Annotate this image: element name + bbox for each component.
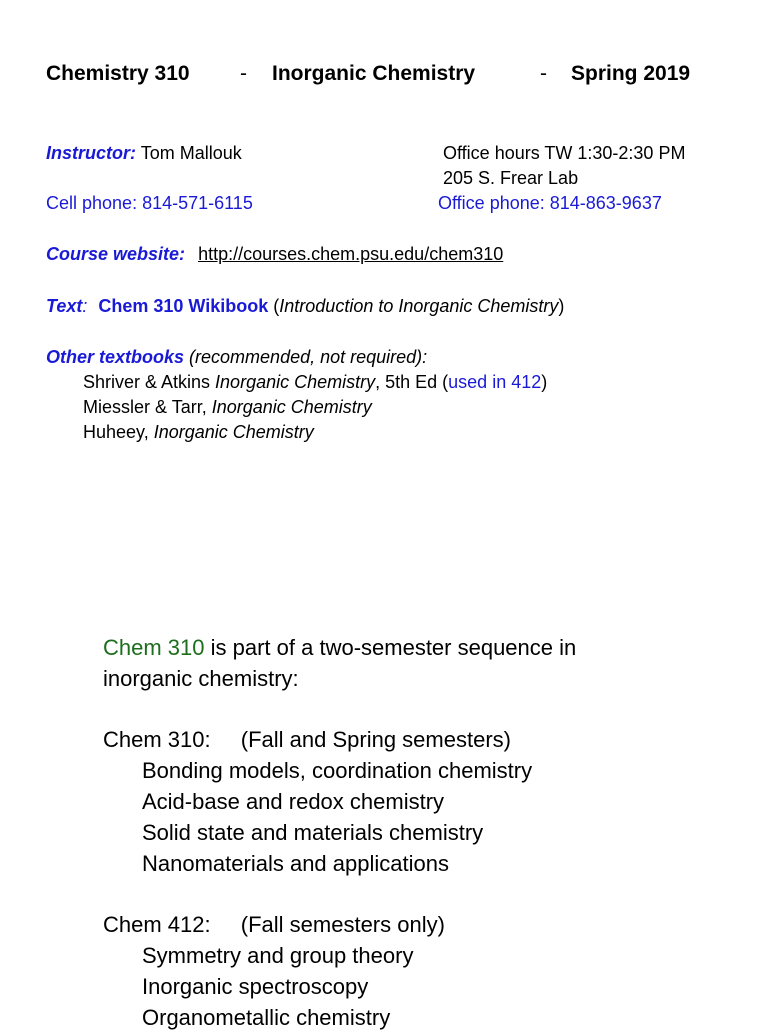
list-item: Bonding models, coordination chemistry	[142, 758, 533, 783]
office-phone: Office phone: 814-863-9637	[438, 193, 662, 213]
page-title	[46, 62, 691, 86]
instructor-label: Instructor:	[46, 143, 136, 163]
list-item: Inorganic spectroscopy	[142, 974, 369, 999]
instructor-name: Tom Mallouk	[140, 143, 242, 163]
chem310-name: Chem 310	[103, 727, 205, 752]
usage-note: used in 412	[448, 372, 542, 392]
office-hours: Office hours TW 1:30-2:30 PM	[443, 143, 686, 163]
textbook-line	[46, 294, 564, 319]
list-item: Shriver & Atkins Inorganic Chemistry, 5th Ed (used in 412)	[83, 372, 548, 392]
textbook-subtitle: Introduction to Inorganic Chemistry	[279, 296, 559, 316]
other-textbooks-heading	[46, 345, 547, 370]
other-textbooks-label: Other textbooks	[46, 347, 185, 367]
textbook-title: Chem 310 Wikibook	[98, 296, 269, 316]
chem412-semesters: (Fall semesters only)	[240, 912, 445, 937]
course-website-line	[46, 242, 503, 267]
other-textbooks-note: (recommended, not required):	[189, 347, 428, 367]
list-item: Organometallic chemistry	[142, 1005, 391, 1030]
other-textbooks	[46, 345, 547, 445]
paren-open: (	[273, 296, 280, 316]
course-sequence	[103, 632, 576, 1033]
intro-course-name: Chem 310	[103, 635, 205, 660]
text-colon: :	[82, 296, 88, 316]
course-term: Spring 2019	[571, 62, 691, 85]
list-item: Nanomaterials and applications	[142, 851, 449, 876]
course-website-link[interactable]: http://courses.chem.psu.edu/chem310	[198, 244, 504, 264]
chem310-heading: Chem 310: (Fall and Spring semesters)	[103, 727, 511, 752]
list-item: Miessler & Tarr, Inorganic Chemistry	[83, 397, 372, 417]
title-separator: -	[540, 62, 547, 85]
chem412-heading: Chem 412: (Fall semesters only)	[103, 912, 445, 937]
sequence-intro-line2: inorganic chemistry:	[103, 666, 299, 691]
paren-close: )	[558, 296, 565, 316]
office-location: 205 S. Frear Lab	[443, 168, 579, 188]
chem412-name: Chem 412	[103, 912, 205, 937]
course-number: Chemistry 310	[46, 62, 190, 85]
instructor-line	[46, 141, 242, 166]
cell-phone: Cell phone: 814-571-6115	[46, 193, 253, 213]
website-label: Course website:	[46, 244, 186, 264]
chem310-semesters: (Fall and Spring semesters)	[240, 727, 511, 752]
sequence-intro-line1: Chem 310 is part of a two-semester sequence in	[103, 635, 577, 660]
list-item: Acid-base and redox chemistry	[142, 789, 445, 814]
text-label: Text	[46, 296, 83, 316]
list-item: Symmetry and group theory	[142, 943, 414, 968]
list-item: Huheey, Inorganic Chemistry	[83, 422, 314, 442]
course-subject: Inorganic Chemistry	[272, 62, 476, 85]
list-item: Solid state and materials chemistry	[142, 820, 484, 845]
title-separator: -	[240, 62, 247, 85]
